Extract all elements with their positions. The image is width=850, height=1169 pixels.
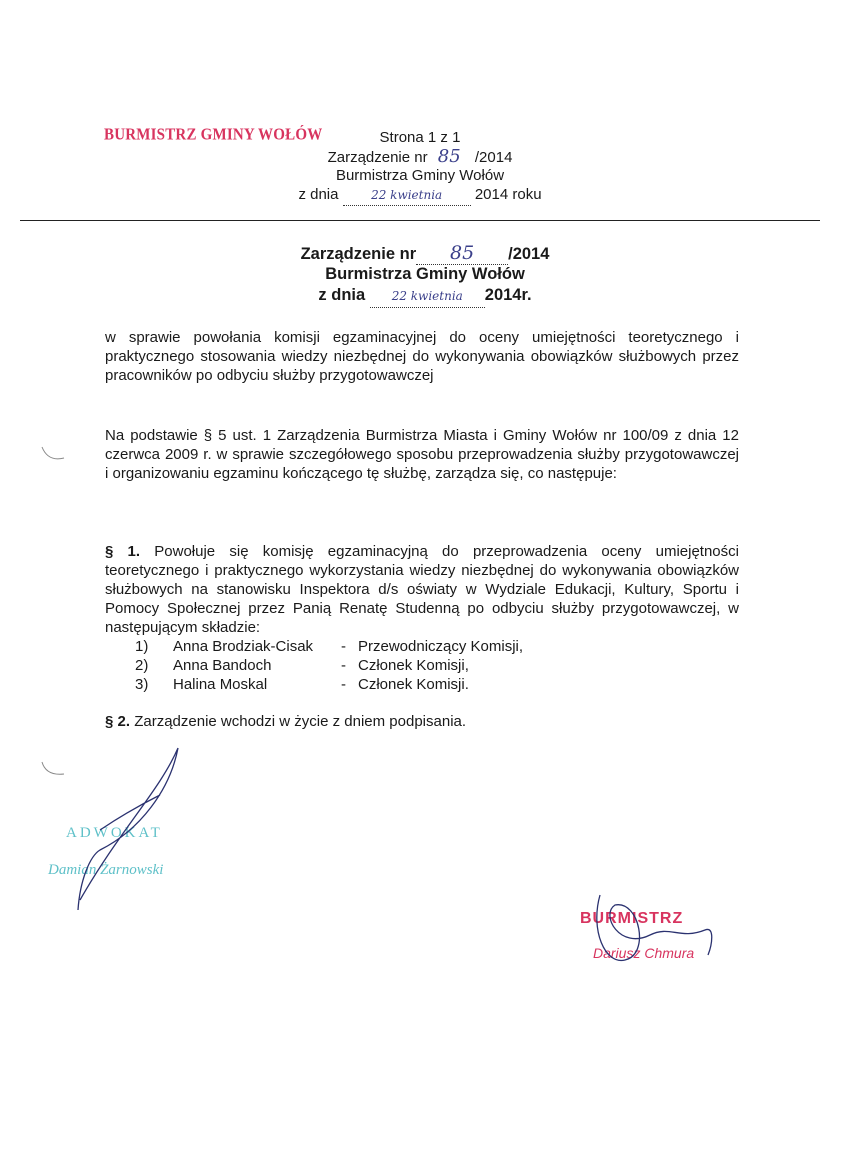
section-2-label: § 2. xyxy=(105,713,131,730)
legal-basis-paragraph: Na podstawie § 5 ust. 1 Zarządzenia Burmistrza Miasta i Gminy Wołów nr 100/09 z dnia 12 czerwca 2009 r. w sprawie szczegółowego sposobu przeprowadzenia służby przygotowawczej i organizowaniu egzaminu kończącego tę służbę, zarządza się, co następuje: xyxy=(105,427,739,482)
hole-punch-mark xyxy=(42,762,64,774)
header-date-suffix: 2014 roku xyxy=(474,186,542,203)
section-2-text: Zarządzenie wchodzi w życie z dniem podpisania. xyxy=(134,713,467,730)
member-number: 3) xyxy=(135,676,149,693)
section-1-label: § 1. xyxy=(105,543,141,560)
member-role: Członek Komisji, xyxy=(358,657,469,674)
title-date-suffix: 2014r. xyxy=(484,286,532,304)
burmistrz-stamp-name: Dariusz Chmura xyxy=(593,945,695,961)
member-role: Członek Komisji. xyxy=(358,676,469,693)
member-name: Halina Moskal xyxy=(173,676,268,693)
title-date-prefix: z dnia xyxy=(318,286,366,304)
header-date-hand: 22 kwietnia xyxy=(343,186,471,206)
header-order-no: 85 xyxy=(437,146,461,167)
adwokat-stamp-title: ADWOKAT xyxy=(66,825,163,841)
adwokat-signature-icon xyxy=(78,748,178,910)
title-order-suffix: /2014 xyxy=(508,245,550,263)
title-issuer: Burmistrza Gminy Wołów xyxy=(325,265,525,283)
page-counter: Strona 1 z 1 xyxy=(379,129,461,146)
member-role: Przewodniczący Komisji, xyxy=(358,638,524,655)
hole-punch-mark xyxy=(42,447,64,459)
title-order-no: 85 xyxy=(416,243,508,265)
member-number: 2) xyxy=(135,657,149,674)
subject-paragraph: w sprawie powołania komisji egzaminacyjnej do oceny umiejętności teoretycznego i praktycznego stosowania wiedzy niezbędnej do wykonywania obowiązków służbowych przez pracowników po odbyciu służby przygotowawczej xyxy=(105,329,739,384)
section-1-text: Powołuje się komisję egzaminacyjną do przeprowadzenia oceny umiejętności teoretycznego i praktycznego wykorzystania wiedzy niezbędnej do wykonywania obowiązków służbowych na stanowisku Inspektora d/s oświaty w Wydziale Edukacji, Kultury, Sportu i Pomocy Społecznej przez Panią Renatę Studenną po odbyciu służby przygotowawczej, w następującym składzie: xyxy=(105,543,739,636)
title-date-hand: 22 kwietnia xyxy=(370,286,485,308)
adwokat-stamp-name: Damian Żarnowski xyxy=(48,862,164,878)
header-order-prefix: Zarządzenie nr xyxy=(327,149,428,166)
member-dash: - xyxy=(341,676,346,693)
header-issuer: Burmistrza Gminy Wołów xyxy=(335,167,505,184)
burmistrz-signature-icon xyxy=(597,895,712,960)
header-date-prefix: z dnia xyxy=(298,186,339,203)
member-name: Anna Bandoch xyxy=(173,657,272,674)
header-order-suffix: /2014 xyxy=(474,149,513,166)
member-number: 1) xyxy=(135,638,149,655)
office-stamp: BURMISTRZ GMINY WOŁÓW xyxy=(104,126,323,144)
member-name: Anna Brodziak-Cisak xyxy=(173,638,314,655)
member-dash: - xyxy=(341,657,346,674)
burmistrz-stamp-title: BURMISTRZ xyxy=(580,910,684,927)
title-order-prefix: Zarządzenie nr xyxy=(300,245,417,263)
member-dash: - xyxy=(341,638,346,655)
